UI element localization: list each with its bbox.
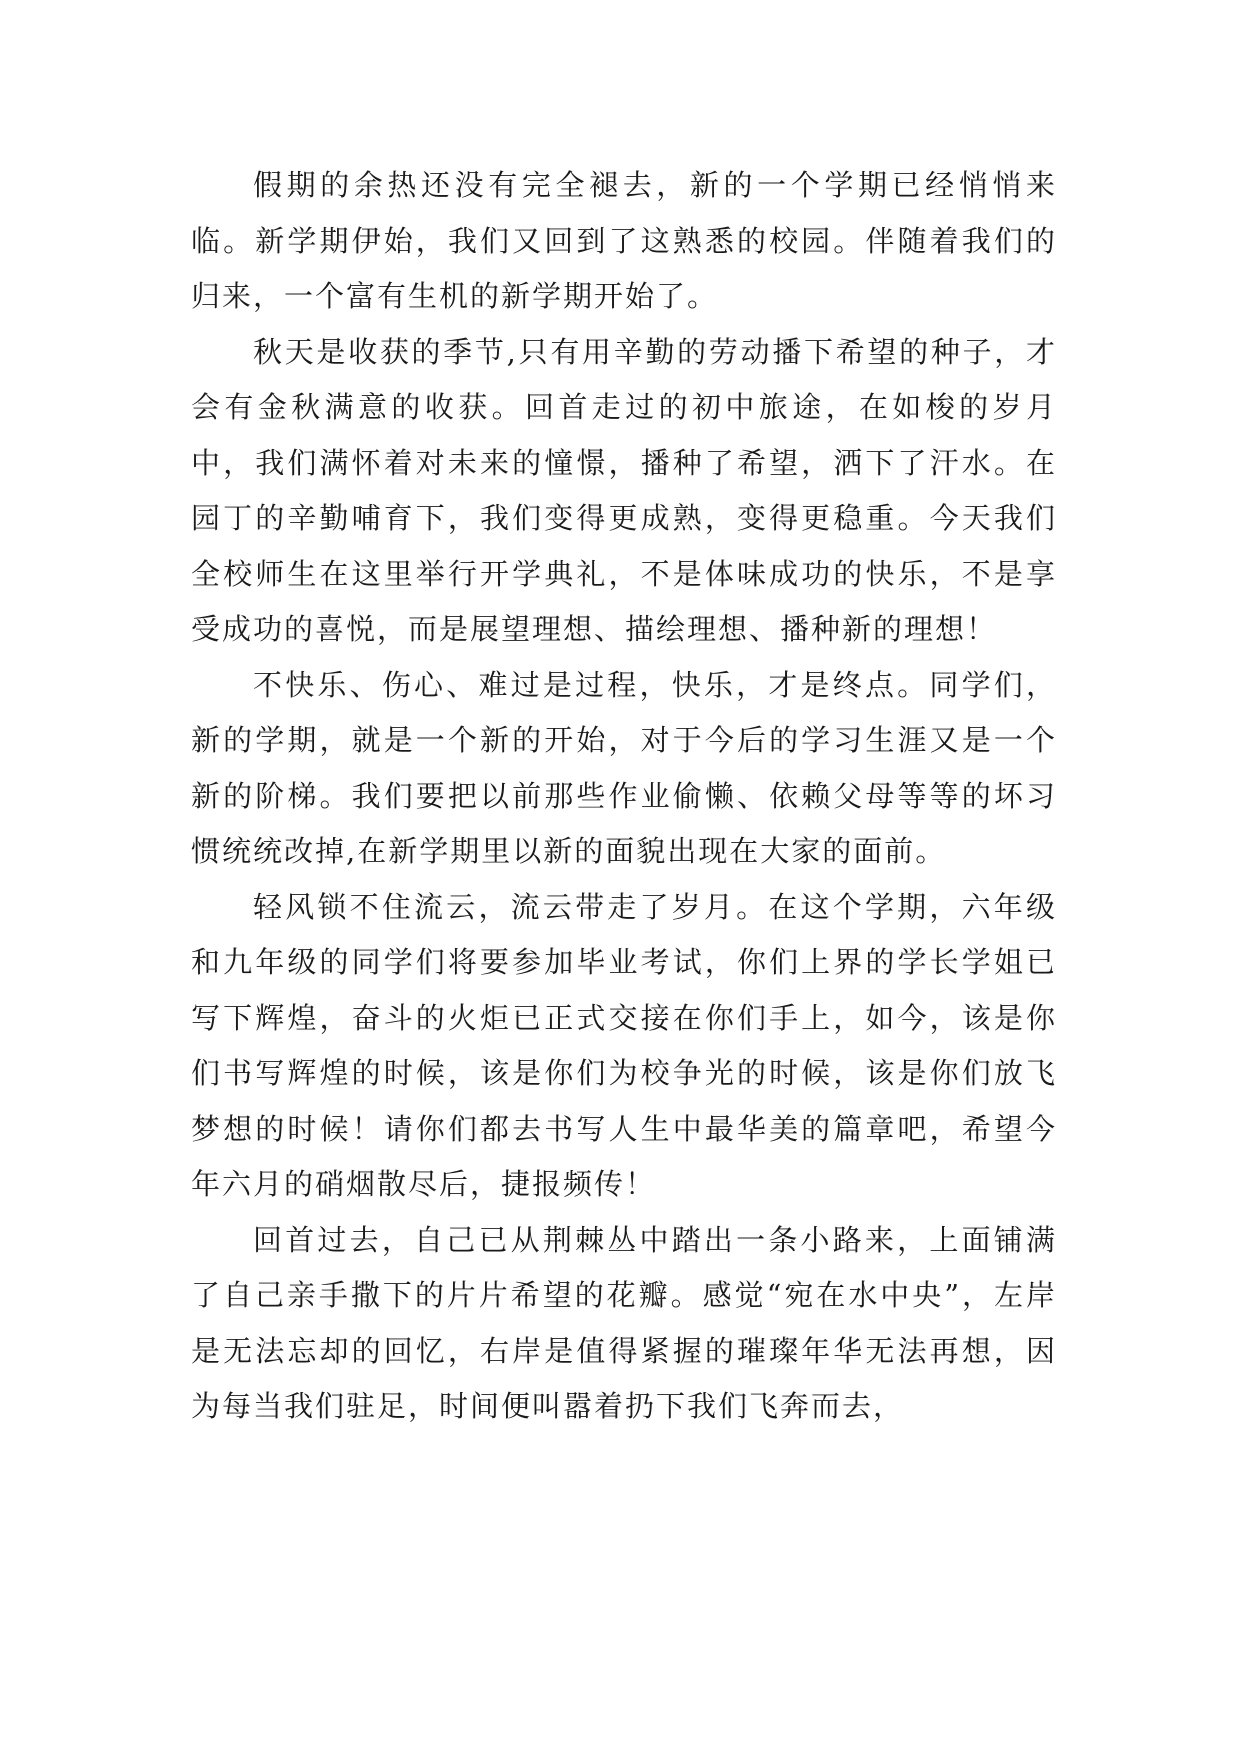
paragraph-3: 不快乐、伤心、难过是过程，快乐，才是终点。同学们，新的学期，就是一个新的开始，对于今后的学习生涯又是一个新的阶梯。我们要把以前那些作业偷懒、依赖父母等等的坏习惯统统改掉,在新学期里以新的面貌出现在大家的面前。	[191, 667, 1057, 868]
paragraph-1: 假期的余热还没有完全褪去，新的一个学期已经悄悄来临。新学期伊始，我们又回到了这熟悉的校园。伴随着我们的归来，一个富有生机的新学期开始了。	[191, 168, 1057, 313]
paragraph-5: 回首过去，自己已从荆棘丛中踏出一条小路来，上面铺满了自己亲手撒下的片片希望的花瓣。感觉“宛在水中央”，左岸是无法忘却的回忆，右岸是值得紧握的璀璨年华无法再想，因为每当我们驻足，时间便叫嚣着扔下我们飞奔而去，	[191, 1222, 1057, 1423]
paragraph-4: 轻风锁不住流云，流云带走了岁月。在这个学期，六年级和九年级的同学们将要参加毕业考试，你们上界的学长学姐已写下辉煌，奋斗的火炬已正式交接在你们手上，如今，该是你们书写辉煌的时候，该是你们为校争光的时候，该是你们放飞梦想的时候！请你们都去书写人生中最华美的篇章吧，希望今年六月的硝烟散尽后，捷报频传！	[191, 889, 1057, 1201]
paragraph-2: 秋天是收获的季节,只有用辛勤的劳动播下希望的种子，才会有金秋满意的收获。回首走过的初中旅途，在如梭的岁月中，我们满怀着对未来的憧憬，播种了希望，洒下了汗水。在园丁的辛勤哺育下，我们变得更成熟，变得更稳重。今天我们全校师生在这里举行开学典礼，不是体味成功的快乐，不是享受成功的喜悦，而是展望理想、描绘理想、播种新的理想！	[191, 334, 1057, 646]
document-body	[191, 158, 1057, 1435]
